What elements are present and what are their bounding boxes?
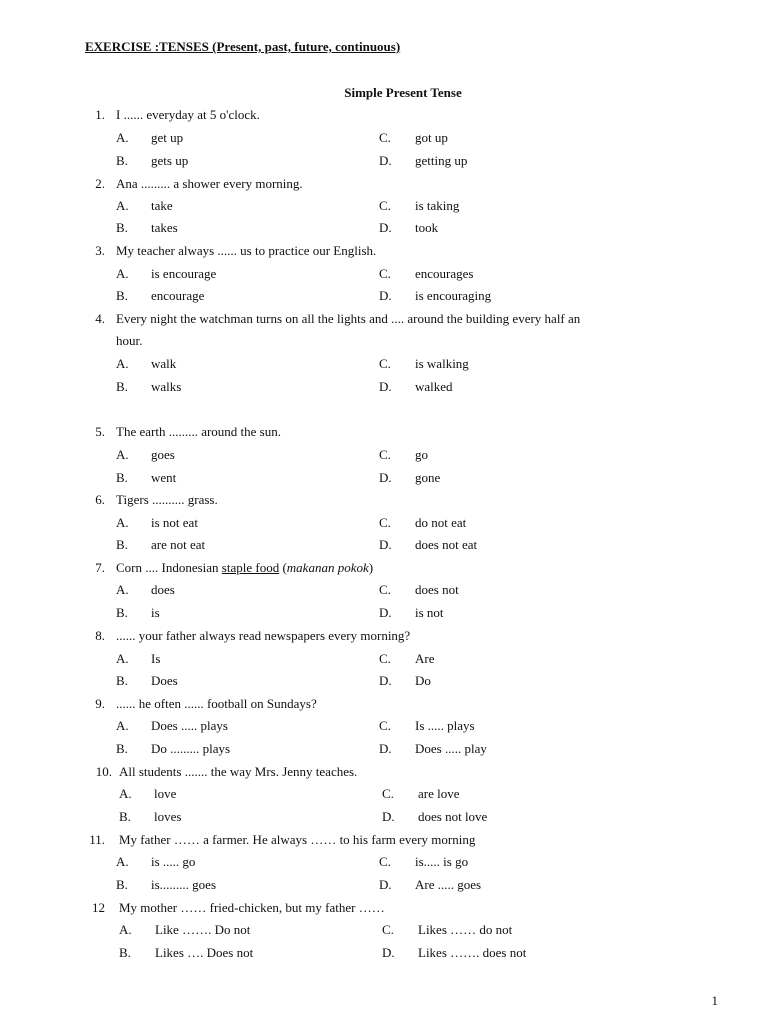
option-letter-b: B. — [116, 153, 128, 168]
option-letter-d: D. — [382, 809, 395, 824]
option-b: went — [151, 470, 177, 485]
option-letter-c: C. — [379, 651, 391, 666]
option-letter-a: A. — [116, 266, 129, 281]
option-letter-a: A. — [116, 198, 129, 213]
option-letter-d: D. — [379, 379, 392, 394]
question-text: All students ....... the way Mrs. Jenny teaches. — [119, 764, 358, 779]
section-title: Simple Present Tense — [344, 85, 462, 100]
question-text: The earth ......... around the sun. — [116, 424, 281, 439]
option-b: loves — [154, 809, 182, 824]
option-letter-d: D. — [379, 220, 392, 235]
option-b: Likes …. Does not — [155, 945, 254, 960]
question-text: My father …… a farmer. He always …… to his farm every morning — [119, 832, 476, 847]
option-d: Does ..... play — [415, 741, 487, 756]
page-number: 1 — [711, 993, 718, 1008]
option-letter-d: D. — [379, 153, 392, 168]
option-letter-a: A. — [116, 515, 129, 530]
question-text: I ...... everyday at 5 o'clock. — [116, 107, 260, 122]
option-c: are love — [418, 786, 460, 801]
option-letter-c: C. — [379, 854, 391, 869]
option-letter-b: B. — [116, 220, 128, 235]
option-letter-a: A. — [116, 447, 129, 462]
option-c: Is ..... plays — [415, 718, 475, 733]
option-letter-b: B. — [116, 741, 128, 756]
question-text: My teacher always ...... us to practice our English. — [116, 243, 377, 258]
option-d: is encouraging — [415, 288, 492, 303]
option-c: do not eat — [415, 515, 467, 530]
option-letter-c: C. — [379, 266, 391, 281]
question-text: My mother …… fried-chicken, but my father …… — [119, 900, 385, 915]
option-b: walks — [151, 379, 182, 394]
option-letter-b: B. — [116, 537, 128, 552]
question-number: 2. — [95, 176, 105, 191]
option-c: does not — [415, 582, 459, 597]
option-letter-a: A. — [119, 922, 132, 937]
option-a: Does ..... plays — [151, 718, 228, 733]
option-b: Do ......... plays — [151, 741, 231, 756]
option-d: walked — [415, 379, 453, 394]
option-d: Are ..... goes — [415, 877, 482, 892]
option-letter-c: C. — [379, 515, 391, 530]
option-letter-c: C. — [382, 922, 394, 937]
option-letter-c: C. — [379, 356, 391, 371]
option-d: Do — [415, 673, 431, 688]
option-a: is encourage — [151, 266, 217, 281]
option-letter-a: A. — [116, 582, 129, 597]
option-letter-c: C. — [379, 447, 391, 462]
option-a: walk — [151, 356, 177, 371]
question-text — [116, 558, 373, 578]
option-letter-b: B. — [116, 288, 128, 303]
option-c: Likes …… do not — [418, 922, 513, 937]
option-a: love — [154, 786, 177, 801]
option-letter-b: B. — [116, 379, 128, 394]
option-letter-b: B. — [116, 605, 128, 620]
option-letter-a: A. — [116, 356, 129, 371]
exercise-title: EXERCISE :TENSES (Present, past, future, continuous) — [85, 39, 401, 54]
option-d: does not eat — [415, 537, 478, 552]
option-letter-d: D. — [379, 741, 392, 756]
option-d: is not — [415, 605, 444, 620]
question-text: Ana ......... a shower every morning. — [116, 176, 303, 191]
option-c: is..... is go — [415, 854, 469, 869]
question-number: 3. — [95, 243, 105, 258]
option-letter-a: A. — [116, 854, 129, 869]
option-a: is ..... go — [151, 854, 196, 869]
option-c: Are — [415, 651, 435, 666]
question-number: 4. — [95, 311, 105, 326]
option-d: gone — [415, 470, 441, 485]
option-letter-d: D. — [379, 605, 392, 620]
option-a: is not eat — [151, 515, 198, 530]
option-c: is taking — [415, 198, 460, 213]
option-d: getting up — [415, 153, 468, 168]
option-a: Is — [151, 651, 161, 666]
option-letter-a: A. — [116, 130, 129, 145]
option-b: Does — [151, 673, 178, 688]
option-b: gets up — [151, 153, 189, 168]
question-number: 1. — [95, 107, 105, 122]
question-text: Tigers .......... grass. — [116, 492, 218, 507]
option-c: got up — [415, 130, 448, 145]
option-letter-a: A. — [116, 651, 129, 666]
question-number: 8. — [95, 628, 105, 643]
option-letter-d: D. — [379, 877, 392, 892]
option-b: is — [151, 605, 160, 620]
question-number: 7. — [95, 560, 105, 575]
option-c: is walking — [415, 356, 469, 371]
option-letter-d: D. — [382, 945, 395, 960]
option-b: encourage — [151, 288, 205, 303]
option-b: takes — [151, 220, 178, 235]
option-a: goes — [151, 447, 175, 462]
option-letter-c: C. — [379, 582, 391, 597]
option-d: took — [415, 220, 439, 235]
option-a: Like ……. Do not — [155, 922, 251, 937]
option-c: encourages — [415, 266, 474, 281]
option-letter-b: B. — [116, 673, 128, 688]
option-d: Likes ……. does not — [418, 945, 527, 960]
option-letter-c: C. — [379, 718, 391, 733]
question-number: 9. — [95, 696, 105, 711]
italic-translation: makanan pokok — [286, 560, 369, 575]
question-number: 10. — [95, 764, 112, 779]
option-a: get up — [151, 130, 184, 145]
option-a: take — [151, 198, 173, 213]
option-letter-c: C. — [379, 130, 391, 145]
option-b: are not eat — [151, 537, 206, 552]
question-text-line2: hour. — [116, 333, 143, 348]
option-letter-b: B. — [116, 877, 128, 892]
option-letter-b: B. — [116, 470, 128, 485]
option-c: go — [415, 447, 428, 462]
question-text: Every night the watchman turns on all the lights and .... around the building every half an — [116, 311, 581, 326]
question-text: ...... he often ...... football on Sundays? — [116, 696, 317, 711]
option-a: does — [151, 582, 175, 597]
option-letter-c: C. — [382, 786, 394, 801]
question-number: 11. — [89, 832, 105, 847]
question-text-prefix: Corn .... Indonesian — [116, 560, 222, 575]
option-letter-d: D. — [379, 470, 392, 485]
option-letter-d: D. — [379, 288, 392, 303]
option-letter-d: D. — [379, 673, 392, 688]
question-text: ...... your father always read newspapers every morning? — [116, 628, 411, 643]
option-letter-c: C. — [379, 198, 391, 213]
underlined-term: staple food — [221, 560, 280, 575]
option-letter-d: D. — [379, 537, 392, 552]
option-b: is......... goes — [151, 877, 216, 892]
option-letter-a: A. — [119, 786, 132, 801]
option-letter-b: B. — [119, 809, 131, 824]
question-number: 6. — [95, 492, 105, 507]
option-letter-b: B. — [119, 945, 131, 960]
option-d: does not love — [418, 809, 488, 824]
question-number: 12 — [92, 900, 105, 915]
paren-close: ) — [368, 560, 374, 575]
option-letter-a: A. — [116, 718, 129, 733]
paren-open: ( — [279, 560, 287, 575]
question-number: 5. — [95, 424, 105, 439]
